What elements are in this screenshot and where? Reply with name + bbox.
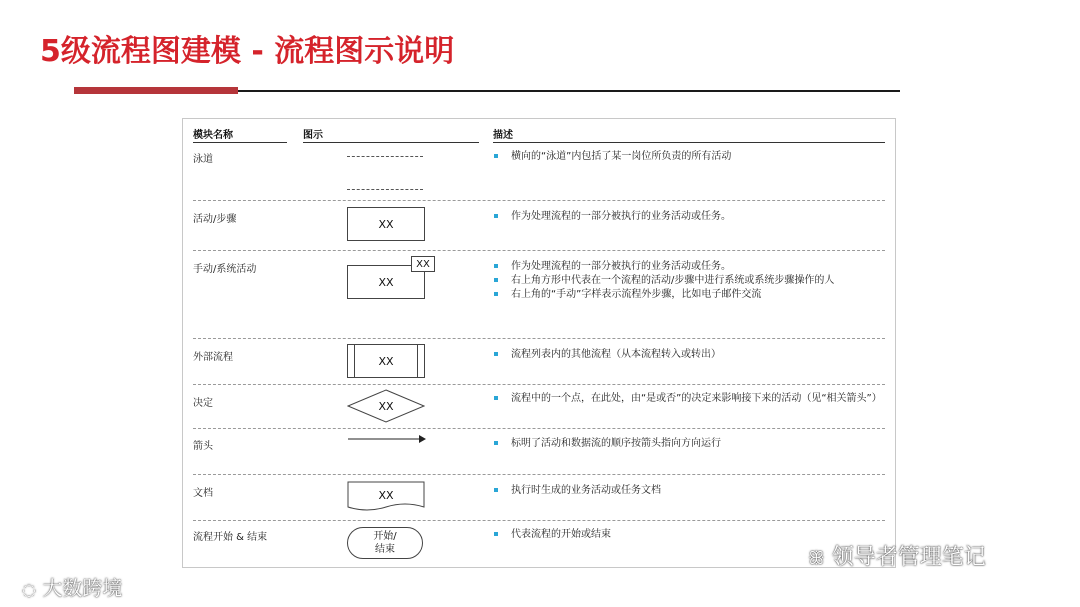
row-desc-document [493, 484, 878, 498]
row-label-document: 文档 [193, 488, 213, 499]
row-desc-manual-system-activity [493, 260, 878, 302]
list-item: 右上角的“手动”字样表示流程外步骤，比如电子邮件交流 [493, 288, 878, 301]
manual-activity-symbol-text: XX [378, 275, 394, 289]
external-process-symbol-text: XX [378, 354, 394, 368]
row-desc-external-process [493, 348, 878, 362]
start-end-symbol-line1: 开始/ [373, 531, 397, 542]
row-label-arrow: 箭头 [193, 441, 213, 452]
external-process-right-bar [417, 345, 418, 377]
row-desc-arrow [493, 437, 878, 451]
wechat-watermark [808, 540, 986, 571]
external-process-left-bar [354, 345, 355, 377]
row-separator [193, 474, 885, 475]
row-separator [193, 338, 885, 339]
row-label-external-process: 外部流程 [193, 352, 233, 363]
start-end-symbol-line2: 结束 [375, 544, 395, 555]
title-underline-accent [74, 87, 238, 94]
header-icon: 图示 [303, 130, 323, 141]
list-item: 执行时生成的业务活动或任务文档 [493, 484, 878, 497]
header-description: 描述 [493, 130, 513, 141]
arrow-right-icon [347, 433, 427, 445]
manual-activity-corner-text: XX [416, 258, 430, 270]
header-underline-desc [493, 142, 885, 143]
manual-activity-corner-box [411, 256, 435, 272]
decision-symbol-text: XX [378, 399, 394, 413]
row-label-manual-system-activity: 手动/系统活动 [193, 264, 257, 275]
header-underline-icon [303, 142, 479, 143]
title-underline [238, 90, 900, 92]
row-label-decision: 决定 [193, 398, 213, 409]
source-watermark-text: 大数跨境 [42, 576, 123, 600]
row-label-start-end: 流程开始 & 结束 [193, 532, 268, 543]
row-desc-activity [493, 210, 878, 224]
source-logo-icon: ◌ [22, 580, 36, 599]
source-watermark [22, 572, 122, 601]
list-item: 横向的“泳道”内包括了某一岗位所负责的所有活动 [493, 150, 878, 163]
row-separator [193, 200, 885, 201]
row-separator [193, 384, 885, 385]
page-title: 5级流程图建模 - 流程图示说明 [40, 34, 455, 69]
row-desc-decision [493, 392, 882, 406]
external-process-symbol [347, 344, 425, 378]
activity-symbol-text: XX [378, 217, 394, 231]
activity-symbol [347, 207, 425, 241]
list-item: 标明了活动和数据流的顺序按箭头指向方向运行 [493, 437, 878, 450]
list-item: 右上角方形中代表在一个流程的活动/步骤中进行系统或系统步骤操作的人 [493, 274, 878, 287]
wechat-icon: ꕥ [808, 548, 825, 569]
row-separator [193, 520, 885, 521]
legend-table [182, 118, 896, 568]
document-symbol-text: XX [378, 488, 394, 502]
start-end-symbol [347, 527, 423, 559]
list-item: 流程中的一个点，在此处，由“是或否”的决定来影响接下来的活动（见“相关箭头”） [493, 392, 878, 405]
row-label-activity: 活动/步骤 [193, 214, 237, 225]
row-separator [193, 428, 885, 429]
list-item: 代表流程的开始或结束 [493, 528, 878, 541]
swimlane-top-line [347, 156, 423, 157]
row-separator [193, 250, 885, 251]
list-item: 作为处理流程的一部分被执行的业务活动或任务。 [493, 260, 878, 273]
wechat-watermark-text: 领导者管理笔记 [831, 545, 986, 570]
row-desc-swimlane [493, 150, 878, 164]
header-module-name: 模块名称 [193, 130, 233, 141]
list-item: 流程列表内的其他流程（从本流程转入或转出） [493, 348, 878, 361]
list-item: 作为处理流程的一部分被执行的业务活动或任务。 [493, 210, 878, 223]
row-label-swimlane: 泳道 [193, 154, 213, 165]
header-underline-name [193, 142, 287, 143]
swimlane-bottom-line [347, 189, 423, 190]
